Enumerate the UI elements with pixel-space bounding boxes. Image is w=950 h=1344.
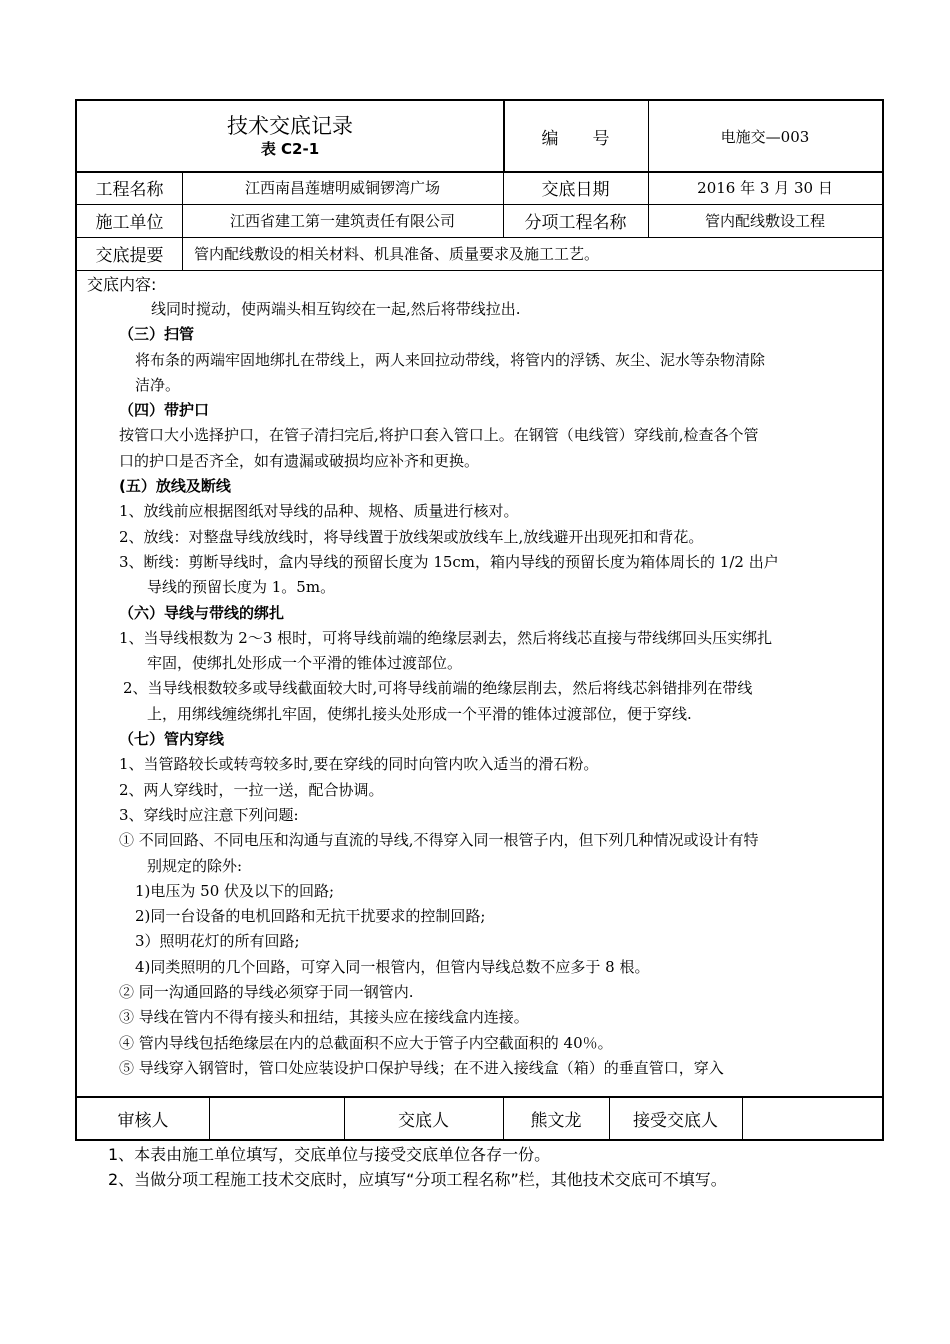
content-line: 将布条的两端牢固地绑扎在带线上，两人来回拉动带线，将管内的浮锈、灰尘、泥水等杂物清除	[135, 350, 766, 369]
construction-unit-value: 江西省建工第一建筑责任有限公司	[229, 212, 455, 230]
content-line: 线同时搅动，使两端头相互钩绞在一起,然后将带线拉出.	[151, 300, 521, 318]
content-line: ② 同一沟通回路的导线必须穿于同一钢管内.	[119, 983, 414, 1002]
reviewer-value	[209, 1096, 344, 1141]
receiver-value	[742, 1096, 882, 1141]
footnote-2: 2、当做分项工程施工技术交底时，应填写“分项工程名称”栏，其他技术交底可不填写。	[108, 1170, 727, 1189]
content-line: 3、穿线时应注意下列问题:	[119, 805, 299, 824]
content-line: 2、放线：对整盘导线放线时，将导线置于放线架或放线车上,放线避开出现死扣和背花。	[119, 527, 704, 546]
project-name-label: 工程名称	[95, 180, 164, 200]
sub-project-label: 分项工程名称	[524, 213, 627, 233]
content-line: 1、放线前应根据图纸对导线的品种、规格、质量进行核对。	[119, 502, 519, 521]
project-name-value: 江西南昌莲塘明威铜锣湾广场	[244, 179, 440, 197]
disclosure-date-value: 2016 年 3 月 30 日	[697, 179, 833, 197]
content-line: 1、当导线根数为 2～3 根时，可将导线前端的绝缘层剥去，然后将线芯直接与带线绑回头压实绑扎	[119, 628, 773, 647]
presenter-label: 交底人	[398, 1111, 449, 1131]
content-line: 导线的预留长度为 1。5m。	[147, 578, 336, 597]
sub-project-value: 管内配线敷设工程	[704, 212, 825, 230]
content-line: 2、两人穿线时，一拉一送，配合协调。	[119, 780, 384, 799]
serial-number-label: 编 号	[541, 128, 610, 149]
content-line: 按管口大小选择护口，在管子清扫完后,将护口套入管口上。在钢管（电线管）穿线前,检查各个管	[119, 426, 759, 445]
summary-value: 管内配线敷设的相关材料、机具准备、质量要求及施工工艺。	[194, 245, 600, 263]
form-title: 技术交底记录	[227, 114, 353, 138]
content-section-heading: （三）扫管	[119, 325, 195, 344]
content-line: 4)同类照明的几个回路，可穿入同一根管内，但管内导线总数不应多于 8 根。	[135, 957, 650, 976]
content-section-heading: （七）管内穿线	[119, 730, 225, 749]
form-number: 表 C2-1	[260, 140, 320, 158]
form-title-block	[77, 101, 503, 171]
content-line: 口的护口是否齐全，如有遗漏或破损均应补齐和更换。	[119, 451, 480, 470]
footnotes	[108, 1142, 727, 1192]
content-label: 交底内容:	[87, 275, 157, 294]
receiver-label: 接受交底人	[633, 1111, 718, 1131]
content-line: ⑤ 导线穿入钢管时，管口处应装设护口保护导线；在不进入接线盒（箱）的垂直管口，穿入	[119, 1058, 724, 1077]
content-line: 1、当管路较长或转弯较多时,要在穿线的同时向管内吹入适当的滑石粉。	[119, 755, 599, 774]
summary-label: 交底提要	[95, 246, 164, 266]
content-line: 2)同一台设备的电机回路和无抗干扰要求的控制回路;	[135, 907, 486, 926]
reviewer-label: 审核人	[117, 1111, 169, 1131]
content-section-heading: （六）导线与带线的绑扎	[119, 603, 285, 622]
content-line: 牢固，使绑扎处形成一个平滑的锥体过渡部位。	[147, 654, 463, 673]
content-line: 洁净。	[135, 375, 181, 394]
content-line: 1)电压为 50 伏及以下的回路;	[135, 881, 335, 900]
content-section-heading: （四）带护口	[119, 401, 210, 420]
disclosure-date-label: 交底日期	[541, 180, 610, 200]
content-line: ① 不同回路、不同电压和沟通与直流的导线,不得穿入同一根管子内，但下列几种情况或设计有特	[119, 831, 759, 850]
content-line: ④ 管内导线包括绝缘层在内的总截面积不应大于管子内空截面积的 40％。	[119, 1033, 613, 1052]
content-line: 3）照明花灯的所有回路;	[135, 932, 300, 951]
content-line: ③ 导线在管内不得有接头和扭结，其接头应在接线盒内连接。	[119, 1008, 529, 1027]
content-section-heading: (五）放线及断线	[119, 477, 231, 496]
content-line: 别规定的除外:	[147, 856, 243, 875]
content-body	[87, 297, 877, 1081]
content-line: 上，用绑线缠绕绑扎牢固，使绑扎接头处形成一个平滑的锥体过渡部位，便于穿线.	[147, 704, 692, 723]
serial-number-value: 电施交—003	[720, 127, 810, 146]
content-line: 3、断线：剪断导线时，盒内导线的预留长度为 15cm，箱内导线的预留长度为箱体周长的 1/2 出户	[119, 552, 779, 571]
construction-unit-label: 施工单位	[95, 213, 164, 233]
technical-disclosure-form	[75, 99, 884, 1141]
presenter-value: 熊文龙	[530, 1111, 582, 1131]
footnote-1: 1、本表由施工单位填写，交底单位与接受交底单位各存一份。	[108, 1145, 551, 1164]
content-line: 2、当导线根数较多或导线截面较大时,可将导线前端的绝缘层削去，然后将线芯斜错排列在带线	[123, 679, 753, 698]
